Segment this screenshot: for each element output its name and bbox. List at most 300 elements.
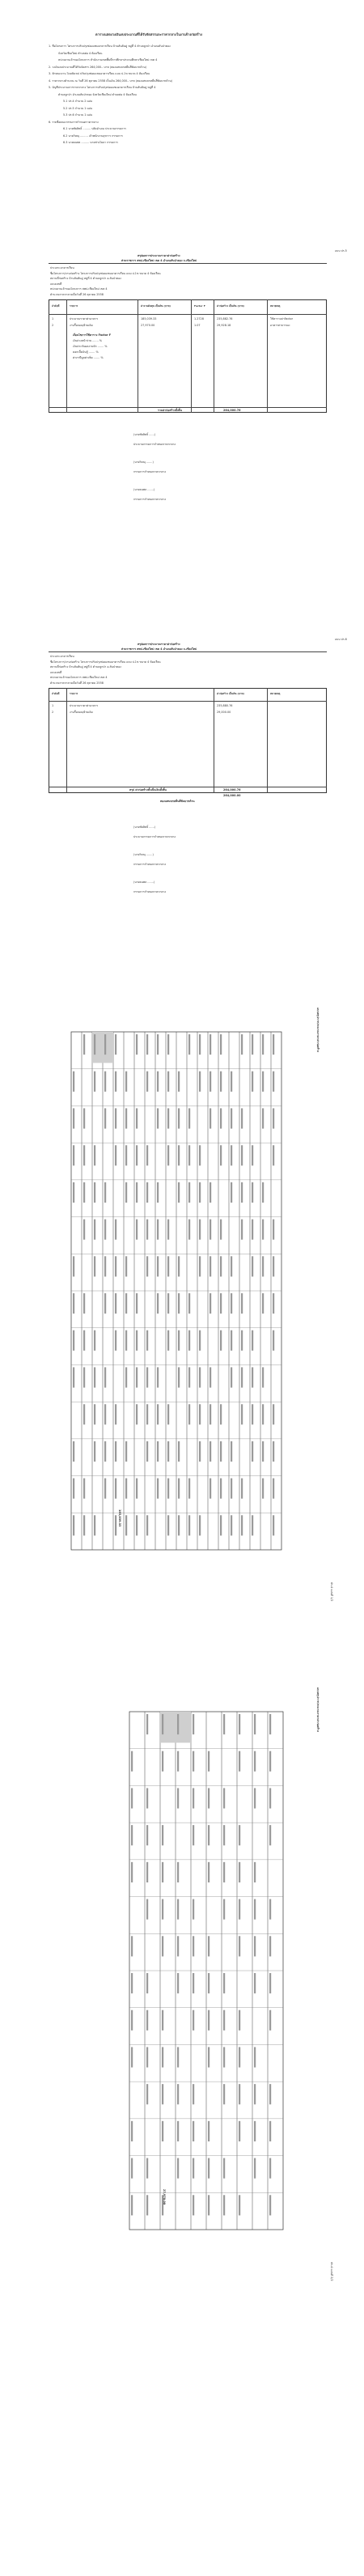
cell-text-mark	[167, 1515, 169, 1535]
cell-text-mark	[83, 1367, 85, 1387]
cell-text-mark	[115, 1256, 116, 1276]
cell-text-mark	[83, 1108, 85, 1128]
cell-text-mark	[252, 1515, 253, 1535]
cell-text-mark	[83, 1145, 85, 1165]
cell-text-mark	[241, 1404, 243, 1424]
cell-text-mark	[262, 1256, 264, 1276]
cell-text-mark	[252, 1441, 253, 1462]
signature-line: (นายชัยสิทธิ์ ......)	[133, 825, 156, 829]
cell-text-mark	[210, 1256, 211, 1276]
cell-text-mark	[157, 1220, 159, 1240]
page-1-item: 5.2 ปร.5 จำนวน 1 แผ่น	[63, 106, 92, 110]
info-line: หน่วยงานเจ้าของโครงการ สพป.เชียงใหม่ เขต 4	[50, 676, 108, 679]
cell-text-mark	[239, 2121, 240, 2141]
cell-text-mark	[269, 2195, 271, 2215]
cell-text-mark	[157, 1441, 159, 1462]
cell-text-mark	[157, 1367, 159, 1387]
info-line: แบบเลขที่	[50, 670, 62, 674]
cell-text-mark	[115, 1072, 116, 1092]
table-header: ค่างานต้นทุน เป็นเงิน (บาท)	[141, 304, 171, 308]
cell-text-mark	[241, 1479, 243, 1499]
page-1-item: ตำบลลูกป่า อำเภอสันป่าตอง จังหวัดเชียงใหม่ ตำบลต่อ 4 ห้องเรียน	[58, 92, 137, 96]
cell-text-mark	[193, 2158, 194, 2179]
cell-text-mark	[220, 1404, 222, 1424]
cell-text-mark	[273, 1256, 274, 1276]
cell-text-mark	[208, 2010, 210, 2031]
cell-text-mark	[254, 2121, 256, 2141]
condition-line: เงื่อนไขการใช้ตาราง Factor F	[73, 333, 112, 337]
info-line: ประเภท อาคารเรียน	[50, 655, 74, 658]
cell-text-mark	[220, 1515, 222, 1535]
cell-text-mark	[157, 1182, 159, 1203]
cell-text-mark	[136, 1367, 138, 1387]
cell-text-mark	[262, 1072, 264, 1092]
col-div	[191, 299, 192, 413]
cell-text-mark	[239, 2195, 240, 2215]
cell-text-mark	[241, 1367, 243, 1387]
divider	[49, 651, 327, 652]
cell-text-mark	[199, 1330, 201, 1351]
cell-text-mark	[252, 1367, 253, 1387]
form-label: ปร.4 แผ่นที่ 2/2	[330, 2262, 333, 2281]
cell-text-mark	[273, 1293, 274, 1313]
cell-text-mark	[146, 1145, 148, 1165]
signature-line: (นายวิษณุ .......)	[133, 853, 154, 856]
cell-text-mark	[125, 1072, 127, 1092]
cell-text-mark	[223, 2195, 225, 2215]
cell-text-mark	[231, 1367, 232, 1387]
table-cell: 29,928.18	[217, 324, 231, 327]
page-3	[0, 631, 364, 971]
cell-text-mark	[231, 1330, 232, 1351]
cell-text-mark	[131, 2047, 133, 2067]
cell-text-mark	[241, 1330, 243, 1351]
cell-text-mark	[162, 1825, 163, 1845]
cell-text-mark	[125, 1441, 127, 1462]
cell-text-mark	[210, 1404, 211, 1424]
cell-text-mark	[136, 1034, 138, 1055]
cell-text-mark	[136, 1220, 138, 1240]
cell-text-mark	[83, 1330, 85, 1351]
cell-text-mark	[210, 1072, 211, 1092]
cell-text-mark	[115, 1034, 116, 1055]
cell-text-mark	[83, 1220, 85, 1240]
table-cell: 235,880.76	[217, 704, 233, 707]
page-1-item: 6. รายชื่อคณะกรรมการกำหนดราคากลาง	[49, 120, 99, 124]
cell-text-mark	[136, 1182, 138, 1203]
cell-text-mark	[188, 1145, 190, 1165]
cell-text-mark	[125, 1182, 127, 1203]
cell-text-mark	[269, 2084, 271, 2104]
cell-text-mark	[177, 2084, 179, 2104]
cell-text-mark	[269, 1825, 271, 1845]
cell-text-mark	[94, 1404, 95, 1424]
condition-line: เงินประกันผลงานหัก ....... %	[73, 345, 108, 348]
cell-text-mark	[269, 1788, 271, 1808]
cell-text-mark	[269, 1899, 271, 1920]
signature-line: ประธานกรรมการกำหนดราคากลาง	[133, 835, 176, 838]
cell-text-mark	[231, 1293, 232, 1313]
info-line: ชื่อโครงการ/งานก่อสร้าง โครงการปรับปรุงซ่อมแซมอาคารเรียน แบบ ป.1ข ขนาด 4 ห้องเรียน	[50, 660, 161, 664]
cell-text-mark	[73, 1479, 74, 1499]
signature-line: กรรมการกำหนดราคากลาง	[133, 863, 167, 866]
info-line: สถานที่ก่อสร้าง บ้านสันต้นดู่ หมู่ที่ 4 ตำบลลูกป่า อ.สันป่าตอง	[50, 277, 121, 280]
cell-text-mark	[269, 2158, 271, 2179]
cell-text-mark	[231, 1182, 232, 1203]
cell-text-mark	[208, 1788, 210, 1808]
cell-text-mark	[157, 1293, 159, 1313]
cell-text-mark	[146, 2047, 148, 2067]
cell-text-mark	[178, 1330, 180, 1351]
cell-text-mark	[73, 1182, 74, 1203]
page-4-rotated-table	[0, 983, 364, 1631]
cell-text-mark	[146, 1441, 148, 1462]
cell-text-mark	[157, 1072, 159, 1092]
cell-text-mark	[146, 1182, 148, 1203]
cell-text-mark	[94, 1441, 95, 1462]
page-1-item: 5.3 ปร.6 จำนวน 1 แผ่น	[63, 113, 92, 117]
cell-text-mark	[115, 1330, 116, 1351]
cell-text-mark	[239, 1899, 240, 1920]
cell-text-mark	[167, 1072, 169, 1092]
cell-text-mark	[210, 1441, 211, 1462]
cell-text-mark	[269, 2010, 271, 2031]
cell-text-mark	[167, 1293, 169, 1313]
cell-text-mark	[177, 2047, 179, 2067]
cell-text-mark	[262, 1441, 264, 1462]
cell-text-mark	[162, 2010, 163, 2031]
cell-text-mark	[241, 1108, 243, 1128]
info-line: สถานที่ก่อสร้าง บ้านสันต้นดู่ หมู่ที่ 4 ตำบลลูกป่า อ.สันป่าตอง	[50, 665, 121, 668]
cell-text-mark	[136, 1145, 138, 1165]
cell-text-mark	[177, 2158, 179, 2179]
table-header: หมายเหตุ	[270, 692, 281, 695]
cell-text-mark	[254, 2047, 256, 2067]
cell-text-mark	[115, 1145, 116, 1165]
cell-text-mark	[146, 1973, 148, 1993]
cell-text-mark	[162, 2047, 163, 2067]
cell-text-mark	[254, 1714, 256, 1734]
condition-line: เงินล่วงหน้าจ่าย ....... %	[73, 339, 103, 342]
cell-text-mark	[239, 1751, 240, 1772]
cell-text-mark	[73, 1441, 74, 1462]
cell-text-mark	[241, 1182, 243, 1203]
cell-text-mark	[146, 2158, 148, 2179]
cell-text-mark	[146, 1899, 148, 1920]
cell-text-mark	[167, 1108, 169, 1128]
cell-text-mark	[223, 1899, 225, 1920]
header-divider	[49, 701, 327, 702]
cell-text-mark	[208, 1936, 210, 1956]
cell-text-mark	[136, 1330, 138, 1351]
signature-line: กรรมการกำหนดราคากลาง	[133, 890, 167, 893]
cell-text-mark	[177, 1788, 179, 1808]
page-3-subtitle: ส่วนราชการ สพป.เชียงใหม่ เขต 4 อำเภอสันป่าตอง จ.เชียงใหม่	[121, 647, 197, 651]
cell-text-mark	[188, 1182, 190, 1203]
cell-text-mark	[199, 1256, 201, 1276]
cell-text-mark	[188, 1515, 190, 1535]
cell-text-mark	[254, 1973, 256, 1993]
cell-text-mark	[188, 1108, 190, 1128]
col-div	[66, 299, 67, 413]
cell-text-mark	[262, 1034, 264, 1055]
cell-text-mark	[262, 1293, 264, 1313]
cell-text-mark	[252, 1182, 253, 1203]
shaded-cell	[103, 1032, 113, 1063]
cell-text-mark	[178, 1072, 180, 1092]
cell-text-mark	[167, 1330, 169, 1351]
cell-text-mark	[136, 1293, 138, 1313]
page-1-item: 2. วงเงินงบประมาณที่ได้รับจัดสรร 264,000.- บาท (สองแสนหกหมื่นสี่พันบาทถ้วน)	[49, 65, 146, 69]
cell-text-mark	[94, 1072, 95, 1092]
table-cell: 27,970.00	[141, 324, 155, 327]
cell-text-mark	[131, 2121, 133, 2141]
cell-text-mark	[162, 1936, 163, 1956]
cell-text-mark	[199, 1220, 201, 1240]
cell-text-mark	[239, 2047, 240, 2067]
cell-text-mark	[136, 1108, 138, 1128]
cell-text-mark	[188, 1034, 190, 1055]
cell-text-mark	[252, 1256, 253, 1276]
cell-text-mark	[273, 1072, 274, 1092]
cell-text-mark	[262, 1108, 264, 1128]
cell-text-mark	[167, 1256, 169, 1276]
cell-text-mark	[223, 1788, 225, 1808]
cell-text-mark	[125, 1367, 127, 1387]
cell-text-mark	[193, 1936, 194, 1956]
cell-text-mark	[273, 1034, 274, 1055]
cell-text-mark	[252, 1034, 253, 1055]
cell-text-mark	[239, 1936, 240, 1956]
form-label: แบบ ปร.5	[335, 249, 347, 253]
cell-text-mark	[131, 2195, 133, 2215]
cell-text-mark	[146, 1825, 148, 1845]
page-1-item: 4. ราคากลางคำนวณ ณ วันที่ 26 ตุลาคม 2558 เป็นเงิน 264,000.- บาท (สองแสนหกหมื่นสี่พันบาทถ้วน)	[49, 79, 172, 83]
condition-line: ดอกเบี้ยเงินกู้ ....... %	[73, 350, 99, 354]
cell-text-mark	[177, 1973, 179, 1993]
cell-text-mark	[208, 1973, 210, 1993]
cell-text-mark	[273, 1145, 274, 1165]
cell-text-mark	[94, 1182, 95, 1203]
cell-text-mark	[220, 1145, 222, 1165]
cell-text-mark	[178, 1108, 180, 1128]
page-5-rotated-table	[0, 1663, 364, 2311]
cell-text-mark	[131, 2158, 133, 2179]
cell-text-mark	[269, 1973, 271, 1993]
cell-text-mark	[146, 1072, 148, 1092]
cell-text-mark	[273, 1404, 274, 1424]
col-div	[267, 299, 268, 413]
form-label: ปร.4 แผ่นที่ 1/2	[330, 1582, 333, 1602]
cell-text-mark	[146, 1256, 148, 1276]
page-2	[0, 243, 364, 607]
cell-text-mark	[125, 1145, 127, 1165]
cell-text-mark	[131, 1936, 133, 1956]
cell-text-mark	[73, 1145, 74, 1165]
cell-text-mark	[146, 2010, 148, 2031]
cell-text-mark	[223, 2047, 225, 2067]
cell-text-mark	[73, 1108, 74, 1128]
cell-text-mark	[199, 1441, 201, 1462]
table-cell: ใช้ตารางค่าFactor	[270, 317, 293, 320]
page-4-total: 185,039.33	[118, 1509, 121, 1527]
cell-text-mark	[136, 1404, 138, 1424]
table-cell: 1.2728	[194, 317, 204, 320]
signature-line: ประธานกรรมการกำหนดราคากลาง	[133, 443, 176, 446]
page-5-title: แบบสรุปการประมาณราคาค่าก่อสร้าง	[316, 1687, 320, 1732]
cell-text-mark	[252, 1072, 253, 1092]
cell-text-mark	[178, 1515, 180, 1535]
cell-text-mark	[83, 1293, 85, 1313]
cell-text-mark	[73, 1256, 74, 1276]
cell-text-mark	[193, 1899, 194, 1920]
cell-text-mark	[254, 1936, 256, 1956]
cell-text-mark	[94, 1034, 95, 1055]
cell-text-mark	[199, 1072, 201, 1092]
cell-text-mark	[208, 1862, 210, 1882]
cell-text-mark	[115, 1108, 116, 1128]
cell-text-mark	[146, 2084, 148, 2104]
page-2-title: สรุปผลการประมาณราคาค่าก่อสร้าง	[138, 254, 180, 257]
table-cell: งานรื้อถอน/ย้ายเดิม	[70, 324, 93, 327]
cell-text-mark	[220, 1441, 222, 1462]
cell-text-mark	[157, 1404, 159, 1424]
cell-text-mark	[94, 1256, 95, 1276]
signature-line: กรรมการกำหนดราคากลาง	[133, 498, 167, 501]
cell-text-mark	[231, 1515, 232, 1535]
cell-text-mark	[193, 2084, 194, 2104]
form-label: แบบ ปร.6	[335, 638, 347, 641]
cell-text-mark	[254, 1751, 256, 1772]
cell-text-mark	[73, 1330, 74, 1351]
cell-text-mark	[239, 1862, 240, 1882]
cell-text-mark	[252, 1330, 253, 1351]
cell-text-mark	[269, 1751, 271, 1772]
cell-text-mark	[273, 1220, 274, 1240]
cell-text-mark	[157, 1108, 159, 1128]
cell-text-mark	[125, 1108, 127, 1128]
page-4-title: แบบสรุปการประมาณราคาค่าก่อสร้าง	[316, 1008, 320, 1052]
cell-text-mark	[104, 1220, 106, 1240]
cell-text-mark	[162, 2084, 163, 2104]
cell-text-mark	[83, 1034, 85, 1055]
cell-text-mark	[208, 2158, 210, 2179]
cell-text-mark	[162, 1899, 163, 1920]
table-cell: 185,039.33	[141, 317, 157, 320]
cell-text-mark	[162, 1714, 163, 1734]
cell-text-mark	[262, 1479, 264, 1499]
cell-text-mark	[208, 2121, 210, 2141]
cell-text-mark	[231, 1441, 232, 1462]
cell-text-mark	[223, 1973, 225, 1993]
cell-text-mark	[220, 1479, 222, 1499]
page-1-item: 6.1 นายชัยสิทธิ์ ......... ปลัดอำเภอ ประธานกรรมการ	[63, 127, 126, 130]
cell-text-mark	[73, 1515, 74, 1535]
cell-text-mark	[104, 1072, 106, 1092]
page-5-total: 27,970.00	[163, 2189, 166, 2205]
page-1-item: 6.2 นายวิษณุ ......... เจ้าพนักงานธุรการ กรรมการ	[63, 134, 123, 138]
cell-text-mark	[210, 1367, 211, 1387]
cell-text-mark	[210, 1220, 211, 1240]
cell-text-mark	[199, 1404, 201, 1424]
cell-text-mark	[254, 2084, 256, 2104]
cell-text-mark	[241, 1220, 243, 1240]
table-cell: ประมาณราคาค่าอาคาร	[70, 317, 99, 320]
cell-text-mark	[94, 1145, 95, 1165]
cell-text-mark	[254, 1899, 256, 1920]
cell-text-mark	[146, 1862, 148, 1882]
cell-text-mark	[104, 1034, 106, 1055]
cell-text-mark	[199, 1034, 201, 1055]
cell-text-mark	[252, 1145, 253, 1165]
cell-text-mark	[273, 1108, 274, 1128]
cell-text-mark	[193, 1788, 194, 1808]
cell-text-mark	[146, 2195, 148, 2215]
table-header: หมายเหตุ	[270, 304, 281, 308]
cell-text-mark	[125, 1515, 127, 1535]
cell-text-mark	[83, 1479, 85, 1499]
cell-text-mark	[188, 1404, 190, 1424]
cell-text-mark	[94, 1220, 95, 1240]
cell-text-mark	[254, 1862, 256, 1882]
table-cell: 2	[52, 324, 54, 327]
signature-line: (นายชัยสิทธิ์ ......)	[133, 433, 156, 436]
cell-text-mark	[177, 1862, 179, 1882]
cell-text-mark	[104, 1367, 106, 1387]
cell-text-mark	[223, 2010, 225, 2031]
header-divider	[49, 314, 327, 315]
cell-text-mark	[131, 1973, 133, 1993]
cell-text-mark	[146, 1714, 148, 1734]
cell-text-mark	[177, 1936, 179, 1956]
cell-text-mark	[210, 1293, 211, 1313]
page-1-item: จังหวัดเชียงใหม่ ตำบลต่อ 4 ห้องเรียน	[58, 51, 103, 55]
divider	[49, 263, 327, 264]
info-line: ชื่อโครงการ/งานก่อสร้าง โครงการปรับปรุงซ่อมแซมอาคารเรียน แบบ ป.1ข ขนาด 4 ห้องเรียน	[50, 271, 161, 275]
condition-line: ค่าภาษีมูลค่าเพิ่ม ....... %	[73, 356, 104, 359]
cell-text-mark	[104, 1479, 106, 1499]
cell-text-mark	[223, 2158, 225, 2179]
cell-text-mark	[104, 1182, 106, 1203]
col-div	[267, 688, 268, 793]
page-4	[0, 983, 364, 1631]
cell-text-mark	[104, 1441, 106, 1462]
cell-text-mark	[241, 1145, 243, 1165]
cell-text-mark	[94, 1330, 95, 1351]
cell-text-mark	[177, 2121, 179, 2141]
cell-text-mark	[104, 1256, 106, 1276]
cell-text-mark	[208, 1825, 210, 1845]
table-header: ลำดับที่	[52, 304, 60, 308]
table-header: รายการ	[70, 692, 78, 695]
cell-text-mark	[210, 1108, 211, 1128]
info-line: ประเภท อาคารเรียน	[50, 266, 74, 269]
cell-text-mark	[193, 1714, 194, 1734]
cell-text-mark	[220, 1034, 222, 1055]
cell-text-mark	[193, 1973, 194, 1993]
summary-divider	[49, 407, 327, 408]
cell-text-mark	[178, 1293, 180, 1313]
table-header: Factor F	[194, 304, 205, 308]
cell-text-mark	[167, 1220, 169, 1240]
cell-text-mark	[223, 1862, 225, 1882]
cell-text-mark	[146, 1330, 148, 1351]
cell-text-mark	[125, 1330, 127, 1351]
cell-text-mark	[199, 1515, 201, 1535]
cell-text-mark	[273, 1330, 274, 1351]
cell-text-mark	[188, 1330, 190, 1351]
cell-text-mark	[239, 2084, 240, 2104]
